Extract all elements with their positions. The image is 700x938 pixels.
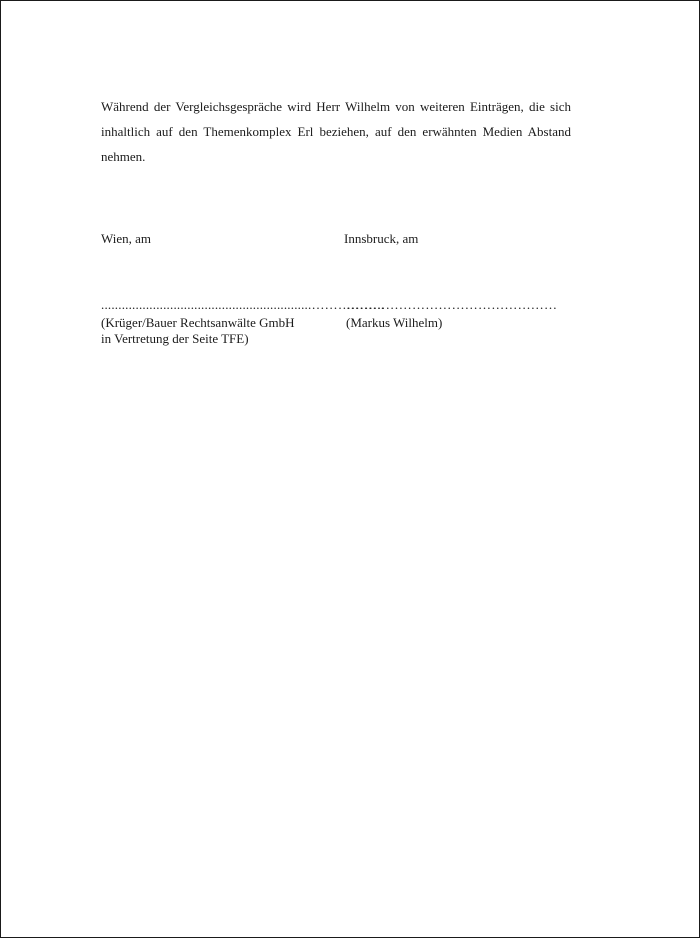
signatory-left-name: (Krüger/Bauer Rechtsanwälte GmbH bbox=[101, 315, 295, 330]
paragraph-line-2: inhaltlich auf den Themenkomplex Erl beziehen, auf den erwähnten Medien Abstand bbox=[101, 124, 571, 139]
paragraph-line-3: nehmen. bbox=[101, 149, 146, 164]
signatory-right bbox=[346, 315, 442, 331]
signature-line-right: ………………………………………… bbox=[346, 297, 558, 312]
signatory-left-capacity: in Vertretung der Seite TFE) bbox=[101, 331, 249, 346]
signatory-right-name: (Markus Wilhelm) bbox=[346, 315, 443, 330]
agreement-paragraph bbox=[101, 94, 571, 169]
signature-line-left: .............................................................…………….. bbox=[101, 297, 385, 312]
signatory-left bbox=[101, 315, 295, 347]
paragraph-line-1: Während der Vergleichsgespräche wird Herr Wilhelm von weiteren Einträgen, die sich bbox=[101, 99, 571, 114]
place-date-innsbruck: Innsbruck, am bbox=[344, 231, 419, 246]
place-date-vienna: Wien, am bbox=[101, 231, 152, 246]
